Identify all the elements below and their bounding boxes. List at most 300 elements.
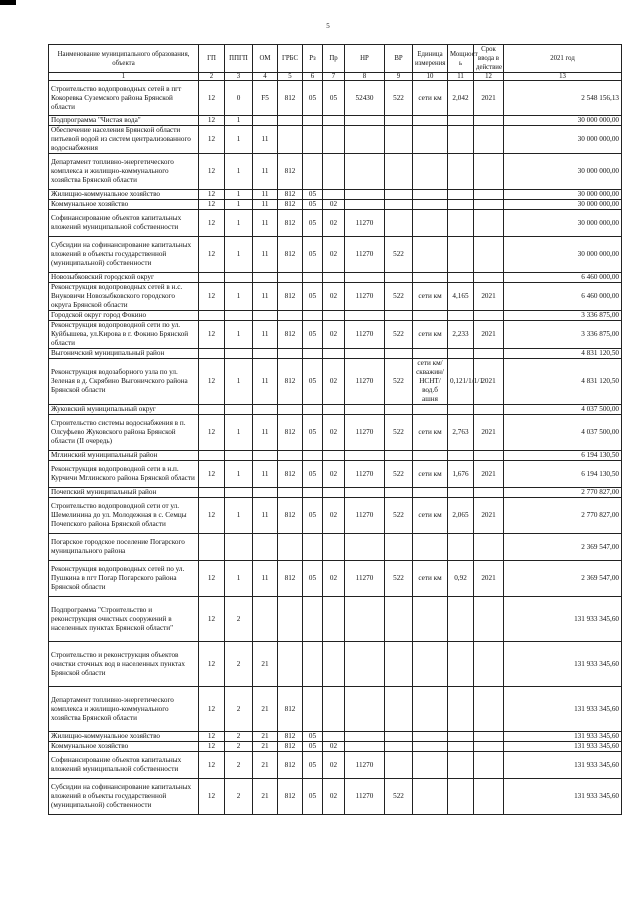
cell-amount: 6 194 130,50 (504, 461, 622, 488)
column-number: 1 (49, 73, 199, 81)
cell-vr (385, 405, 413, 415)
header-gp: ГП (199, 45, 225, 73)
cell-nr (345, 200, 385, 210)
cell-term (474, 116, 504, 126)
table-row (49, 451, 622, 461)
cell-pr: 02 (323, 237, 345, 273)
cell-capacity (448, 405, 474, 415)
cell-pr: 02 (323, 210, 345, 237)
table-row (49, 273, 622, 283)
cell-vr (385, 273, 413, 283)
column-number: 2 (199, 73, 225, 81)
cell-unit: сети км (413, 415, 448, 451)
cell-grbs: 812 (278, 752, 303, 779)
cell-unit (413, 190, 448, 200)
cell-capacity (448, 273, 474, 283)
cell-nr (345, 273, 385, 283)
cell-ppgp (225, 405, 253, 415)
cell-name: Реконструкция водопроводных сетей в н.с. Внуковичи Новозыбковского городского округа Брянской области (49, 283, 199, 311)
cell-vr: 522 (385, 237, 413, 273)
cell-name: Жилищно-коммунальное хозяйство (49, 732, 199, 742)
table-row (49, 687, 622, 732)
cell-amount: 4 037 500,00 (504, 415, 622, 451)
cell-grbs (278, 311, 303, 321)
cell-rz (303, 642, 323, 687)
cell-nr: 11270 (345, 415, 385, 451)
cell-capacity: 2,042 (448, 81, 474, 116)
cell-pr: 02 (323, 321, 345, 349)
cell-term (474, 642, 504, 687)
table-row (49, 534, 622, 561)
cell-nr: 11270 (345, 359, 385, 405)
cell-term (474, 597, 504, 642)
cell-name: Реконструкция водопроводных сетей по ул. Пушкина в пгт Погар Погарского района Брянской области (49, 561, 199, 597)
table-row (49, 498, 622, 534)
cell-unit: сети км (413, 81, 448, 116)
cell-pr (323, 534, 345, 561)
cell-ppgp (225, 451, 253, 461)
table-row (49, 210, 622, 237)
cell-vr (385, 642, 413, 687)
cell-unit: сети км (413, 498, 448, 534)
cell-term (474, 237, 504, 273)
cell-amount: 4 831 120,50 (504, 349, 622, 359)
cell-pr (323, 273, 345, 283)
cell-amount: 2 369 547,00 (504, 534, 622, 561)
cell-term (474, 190, 504, 200)
cell-om (253, 349, 278, 359)
cell-name: Подпрограмма "Строительство и реконструкция очистных сооружений в населенных пунктах Брянской области" (49, 597, 199, 642)
cell-capacity (448, 534, 474, 561)
cell-grbs (278, 349, 303, 359)
cell-unit (413, 779, 448, 815)
cell-grbs: 812 (278, 461, 303, 488)
cell-om (253, 488, 278, 498)
cell-ppgp: 2 (225, 732, 253, 742)
cell-unit: сети км (413, 561, 448, 597)
cell-unit (413, 237, 448, 273)
cell-om: 21 (253, 732, 278, 742)
cell-nr (345, 405, 385, 415)
cell-grbs (278, 642, 303, 687)
cell-capacity (448, 116, 474, 126)
cell-pr: 02 (323, 461, 345, 488)
cell-capacity (448, 311, 474, 321)
cell-amount: 30 000 000,00 (504, 237, 622, 273)
cell-pr (323, 154, 345, 190)
cell-grbs: 812 (278, 200, 303, 210)
cell-gp: 12 (199, 81, 225, 116)
cell-unit (413, 742, 448, 752)
cell-amount: 30 000 000,00 (504, 116, 622, 126)
cell-gp: 12 (199, 561, 225, 597)
table-row (49, 190, 622, 200)
cell-name: Обеспечение населения Брянской области питьевой водой из систем централизованного водоснабжения (49, 126, 199, 154)
cell-capacity (448, 597, 474, 642)
cell-pr: 02 (323, 359, 345, 405)
cell-om: 11 (253, 498, 278, 534)
cell-amount: 131 933 345,60 (504, 642, 622, 687)
cell-gp (199, 488, 225, 498)
cell-nr (345, 311, 385, 321)
cell-om: 11 (253, 415, 278, 451)
cell-pr (323, 597, 345, 642)
cell-term (474, 273, 504, 283)
cell-om: 11 (253, 190, 278, 200)
cell-unit (413, 451, 448, 461)
cell-term (474, 154, 504, 190)
cell-gp: 12 (199, 359, 225, 405)
cell-unit (413, 405, 448, 415)
table-row (49, 126, 622, 154)
cell-gp: 12 (199, 190, 225, 200)
cell-vr (385, 687, 413, 732)
cell-capacity (448, 752, 474, 779)
cell-ppgp: 1 (225, 359, 253, 405)
cell-om: 11 (253, 561, 278, 597)
cell-grbs (278, 405, 303, 415)
cell-nr: 11270 (345, 210, 385, 237)
cell-rz: 05 (303, 732, 323, 742)
table-row (49, 283, 622, 311)
cell-term (474, 311, 504, 321)
cell-ppgp: 1 (225, 154, 253, 190)
cell-vr (385, 534, 413, 561)
cell-om (253, 273, 278, 283)
cell-pr (323, 687, 345, 732)
cell-om: 21 (253, 779, 278, 815)
cell-ppgp: 2 (225, 752, 253, 779)
cell-term (474, 405, 504, 415)
cell-gp: 12 (199, 321, 225, 349)
cell-amount: 2 770 827,00 (504, 498, 622, 534)
cell-pr (323, 116, 345, 126)
column-number: 13 (504, 73, 622, 81)
cell-unit: сети км (413, 321, 448, 349)
cell-nr: 52430 (345, 81, 385, 116)
cell-rz (303, 405, 323, 415)
cell-unit (413, 349, 448, 359)
table-row (49, 237, 622, 273)
cell-name: Подпрограмма "Чистая вода" (49, 116, 199, 126)
cell-gp: 12 (199, 687, 225, 732)
cell-vr (385, 752, 413, 779)
cell-name: Жилищно-коммунальное хозяйство (49, 190, 199, 200)
cell-unit: сети км (413, 461, 448, 488)
cell-vr (385, 597, 413, 642)
cell-ppgp: 1 (225, 321, 253, 349)
cell-ppgp: 2 (225, 642, 253, 687)
cell-amount: 30 000 000,00 (504, 190, 622, 200)
cell-om: 11 (253, 126, 278, 154)
table-row (49, 359, 622, 405)
cell-rz: 05 (303, 415, 323, 451)
cell-gp (199, 273, 225, 283)
cell-vr (385, 451, 413, 461)
cell-unit (413, 752, 448, 779)
cell-pr (323, 405, 345, 415)
header-vr: ВР (385, 45, 413, 73)
cell-gp: 12 (199, 154, 225, 190)
table-row (49, 116, 622, 126)
cell-pr (323, 311, 345, 321)
cell-amount: 131 933 345,60 (504, 732, 622, 742)
cell-ppgp: 1 (225, 116, 253, 126)
column-number: 12 (474, 73, 504, 81)
cell-pr (323, 349, 345, 359)
cell-nr (345, 349, 385, 359)
cell-ppgp: 1 (225, 190, 253, 200)
cell-term: 2021 (474, 283, 504, 311)
cell-unit (413, 154, 448, 190)
table-row (49, 642, 622, 687)
cell-unit (413, 200, 448, 210)
cell-nr (345, 732, 385, 742)
cell-rz: 05 (303, 321, 323, 349)
cell-term: 2021 (474, 461, 504, 488)
cell-name: Софинансирование объектов капитальных вложений муниципальной собственности (49, 752, 199, 779)
cell-name: Строительство и реконструкция объектов очистки сточных вод в населенных пунктах Брянской области (49, 642, 199, 687)
cell-name: Департамент топливно-энергетического комплекса и жилищно-коммунального хозяйства Брянской области (49, 687, 199, 732)
cell-term (474, 451, 504, 461)
cell-grbs: 812 (278, 359, 303, 405)
cell-name: Реконструкция водопроводной сети в н.п. Курчичи Мглинского района Брянской области (49, 461, 199, 488)
cell-amount: 6 460 000,00 (504, 273, 622, 283)
cell-rz: 05 (303, 461, 323, 488)
cell-nr: 11270 (345, 779, 385, 815)
cell-nr (345, 687, 385, 732)
cell-capacity (448, 200, 474, 210)
cell-pr: 02 (323, 283, 345, 311)
cell-rz (303, 687, 323, 732)
table-row (49, 779, 622, 815)
header-grbs: ГРБС (278, 45, 303, 73)
cell-nr: 11270 (345, 561, 385, 597)
cell-gp: 12 (199, 779, 225, 815)
cell-rz: 05 (303, 742, 323, 752)
cell-term (474, 779, 504, 815)
cell-gp: 12 (199, 415, 225, 451)
cell-vr (385, 349, 413, 359)
cell-name: Реконструкция водопроводной сети по ул. Куйбышева, ул.Кирова в г. Фокино Брянской области (49, 321, 199, 349)
cell-term (474, 210, 504, 237)
cell-unit (413, 687, 448, 732)
cell-om (253, 534, 278, 561)
cell-grbs: 812 (278, 415, 303, 451)
cell-om: 11 (253, 461, 278, 488)
cell-gp: 12 (199, 200, 225, 210)
cell-unit (413, 534, 448, 561)
table-row (49, 311, 622, 321)
cell-om: 11 (253, 154, 278, 190)
column-number: 4 (253, 73, 278, 81)
cell-nr: 11270 (345, 237, 385, 273)
cell-capacity (448, 732, 474, 742)
cell-term (474, 200, 504, 210)
cell-name: Погарское городское поселение Погарского муниципального района (49, 534, 199, 561)
cell-pr: 02 (323, 752, 345, 779)
cell-gp: 12 (199, 126, 225, 154)
scan-edge-mark (0, 0, 16, 5)
cell-om (253, 405, 278, 415)
cell-om (253, 311, 278, 321)
cell-ppgp: 1 (225, 283, 253, 311)
cell-vr: 522 (385, 321, 413, 349)
cell-nr (345, 190, 385, 200)
cell-vr: 522 (385, 283, 413, 311)
cell-nr (345, 126, 385, 154)
cell-rz: 05 (303, 81, 323, 116)
column-number: 11 (448, 73, 474, 81)
cell-nr: 11270 (345, 461, 385, 488)
cell-name: Субсидии на софинансирование капитальных вложений в объекты государственной (муниципальной) собственности (49, 779, 199, 815)
cell-grbs: 812 (278, 154, 303, 190)
cell-vr (385, 732, 413, 742)
cell-ppgp: 2 (225, 597, 253, 642)
cell-amount: 6 460 000,00 (504, 283, 622, 311)
cell-name: Выгоничский муниципальный район (49, 349, 199, 359)
cell-capacity: 2,763 (448, 415, 474, 451)
cell-nr: 11270 (345, 283, 385, 311)
cell-nr (345, 116, 385, 126)
column-number: 3 (225, 73, 253, 81)
cell-term (474, 488, 504, 498)
cell-ppgp (225, 534, 253, 561)
cell-ppgp (225, 488, 253, 498)
cell-amount: 6 194 130,50 (504, 451, 622, 461)
cell-rz: 05 (303, 210, 323, 237)
cell-ppgp: 1 (225, 200, 253, 210)
header-name: Наименование муниципального образования, объекта (49, 45, 199, 73)
cell-nr (345, 597, 385, 642)
table-row (49, 321, 622, 349)
table-row (49, 488, 622, 498)
cell-grbs: 812 (278, 779, 303, 815)
cell-rz: 05 (303, 561, 323, 597)
column-number: 10 (413, 73, 448, 81)
cell-name: Почепский муниципальный район (49, 488, 199, 498)
cell-term (474, 126, 504, 154)
cell-capacity (448, 210, 474, 237)
cell-amount: 4 831 120,50 (504, 359, 622, 405)
cell-vr (385, 190, 413, 200)
cell-capacity (448, 190, 474, 200)
cell-om: 11 (253, 200, 278, 210)
cell-unit (413, 210, 448, 237)
cell-nr (345, 451, 385, 461)
cell-unit (413, 642, 448, 687)
cell-capacity: 4,165 (448, 283, 474, 311)
cell-pr: 02 (323, 200, 345, 210)
cell-rz (303, 154, 323, 190)
cell-ppgp: 1 (225, 126, 253, 154)
cell-pr: 02 (323, 561, 345, 597)
cell-rz (303, 273, 323, 283)
cell-rz: 05 (303, 283, 323, 311)
cell-rz: 05 (303, 498, 323, 534)
cell-term: 2021 (474, 415, 504, 451)
cell-term: 2021 (474, 498, 504, 534)
cell-grbs: 812 (278, 190, 303, 200)
cell-amount: 131 933 345,60 (504, 742, 622, 752)
cell-grbs: 812 (278, 237, 303, 273)
table-row (49, 415, 622, 451)
cell-pr (323, 642, 345, 687)
cell-vr (385, 311, 413, 321)
cell-vr: 522 (385, 415, 413, 451)
cell-name: Городской округ город Фокино (49, 311, 199, 321)
cell-om (253, 451, 278, 461)
cell-name: Департамент топливно-энергетического комплекса и жилищно-коммунального хозяйства Брянской области (49, 154, 199, 190)
cell-rz (303, 116, 323, 126)
header-year: 2021 год (504, 45, 622, 73)
cell-ppgp: 2 (225, 742, 253, 752)
cell-name: Коммунальное хозяйство (49, 200, 199, 210)
cell-pr: 02 (323, 742, 345, 752)
cell-term (474, 534, 504, 561)
cell-rz (303, 451, 323, 461)
cell-capacity (448, 349, 474, 359)
cell-grbs: 812 (278, 742, 303, 752)
cell-rz (303, 311, 323, 321)
cell-rz: 05 (303, 200, 323, 210)
cell-grbs: 812 (278, 687, 303, 732)
cell-capacity: 0,121/1/1/1 (448, 359, 474, 405)
cell-grbs: 812 (278, 498, 303, 534)
cell-nr (345, 642, 385, 687)
cell-pr (323, 126, 345, 154)
cell-vr (385, 488, 413, 498)
cell-rz: 05 (303, 359, 323, 405)
cell-amount: 2 548 156,13 (504, 81, 622, 116)
table-row (49, 349, 622, 359)
table-row (49, 732, 622, 742)
column-number: 7 (323, 73, 345, 81)
cell-nr (345, 154, 385, 190)
cell-capacity (448, 126, 474, 154)
cell-unit (413, 126, 448, 154)
column-number: 8 (345, 73, 385, 81)
cell-name: Строительство водопроводных сетей в пгт Кокоревка Суземского района Брянской области (49, 81, 199, 116)
cell-capacity (448, 451, 474, 461)
cell-om: 21 (253, 687, 278, 732)
cell-unit (413, 732, 448, 742)
cell-om: 11 (253, 237, 278, 273)
cell-amount: 30 000 000,00 (504, 210, 622, 237)
cell-grbs (278, 597, 303, 642)
cell-om (253, 597, 278, 642)
cell-gp (199, 405, 225, 415)
cell-unit (413, 311, 448, 321)
page-number: 5 (326, 22, 330, 30)
cell-term: 2021 (474, 321, 504, 349)
cell-name: Новозыбковский городской округ (49, 273, 199, 283)
cell-rz (303, 349, 323, 359)
cell-gp: 12 (199, 642, 225, 687)
cell-pr: 02 (323, 415, 345, 451)
cell-amount: 30 000 000,00 (504, 200, 622, 210)
cell-om: 21 (253, 752, 278, 779)
cell-amount: 30 000 000,00 (504, 154, 622, 190)
table-row (49, 597, 622, 642)
cell-capacity (448, 642, 474, 687)
cell-gp: 12 (199, 283, 225, 311)
cell-grbs (278, 273, 303, 283)
cell-nr (345, 742, 385, 752)
cell-gp: 12 (199, 210, 225, 237)
cell-name: Строительство водопроводной сети от ул. Шемелинина до ул. Молодежная в с. Семцы Почепского района Брянской области (49, 498, 199, 534)
cell-grbs (278, 451, 303, 461)
